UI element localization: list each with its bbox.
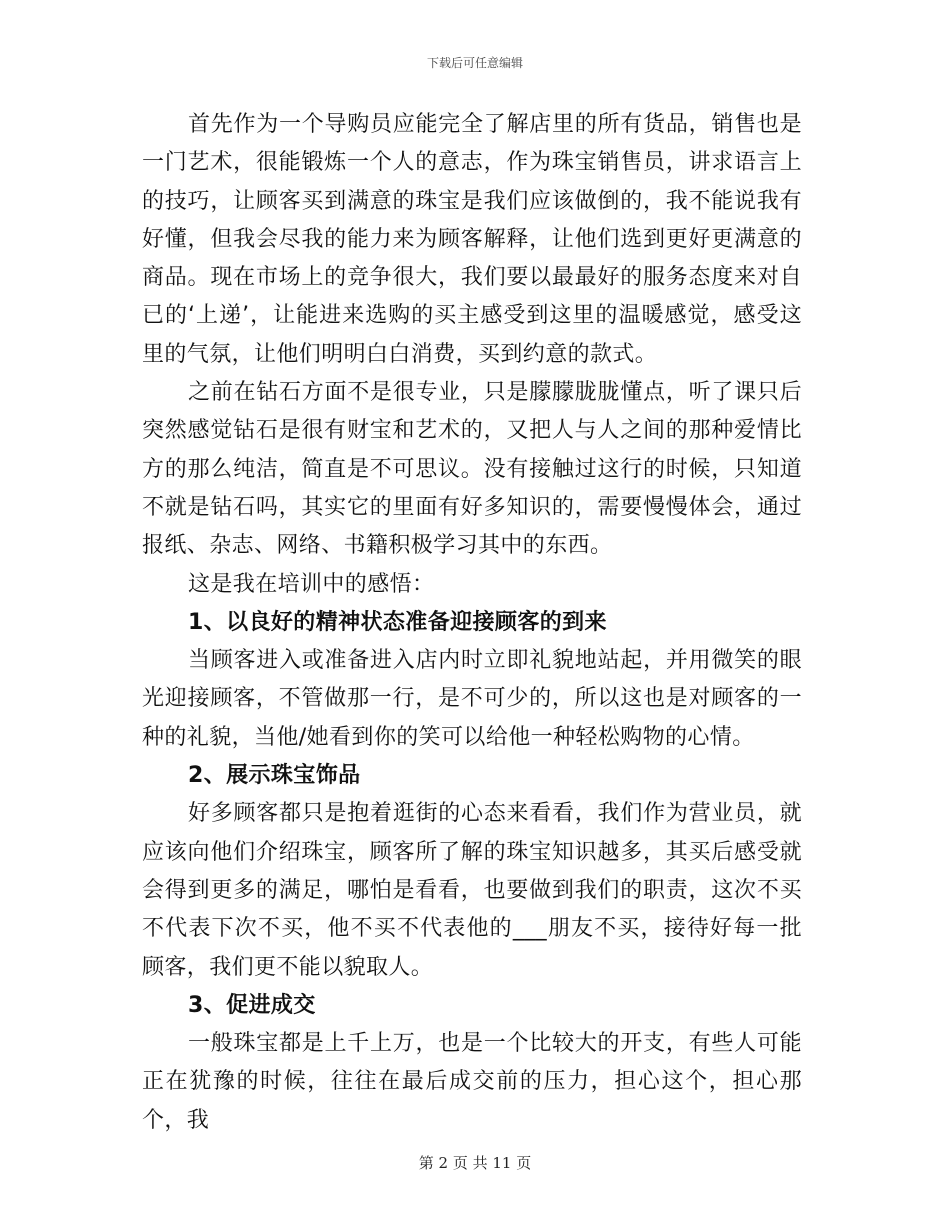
document-body (142, 106, 802, 1140)
page-header-note: 下载后可任意编辑 (426, 56, 523, 70)
section-heading-2: 2、展示珠宝饰品 (188, 763, 361, 789)
paragraph-diamond: 之前在钻石方面不是很专业，只是朦朦胧胧懂点，听了课只后突然感觉钻石是很有财宝和艺术的，又把人与人之间的那种爱情比方的那么纯洁，简直是不可思议。没有接触过这行的时候，只知道不就是钻石吗，其实它的里面有好多知识的，需要慢慢体会，通过报纸、杂志、网络、书籍积极学习其中的东西。 (142, 380, 802, 559)
section-heading-3: 3、促进成交 (188, 992, 316, 1018)
paragraph-intro: 首先作为一个导购员应能完全了解店里的所有货品，销售也是一门艺术，很能锻炼一个人的意志，作为珠宝销售员，讲求语言上的技巧，让顾客买到满意的珠宝是我们应该做倒的，我不能说我有好懂，但我会尽我的能力来为顾客解释，让他们选到更好更满意的商品。现在市场上的竞争很大，我们要以最最好的服务态度来对自已的‘上递’，让能进来选购的买主感受到这里的温暖感觉，感受这里的气氛，让他们明明白白消费，买到约意的款式。 (142, 112, 802, 367)
paragraph-closing: 一般珠宝都是上千上万，也是一个比较大的开支，有些人可能正在犹豫的时候，往往在最后成交前的压力，担心这个，担心那个，我 (142, 1031, 802, 1133)
paragraph-display: 好多顾客都只是抱着逛街的心态来看看，我们作为营业员，就应该向他们介绍珠宝，顾客所了解的珠宝知识越多，其买后感受就会得到更多的满足，哪怕是看看，也要做到我们的职责，这次不买不代表下次不买，他不买不代表他的___朋友不买，接待好每一批顾客，我们更不能以貌取人。 (142, 801, 802, 980)
section-heading-1: 1、以良好的精神状态准备迎接顾客的到来 (188, 609, 607, 635)
page-number: 第 2 页 共 11 页 (418, 1154, 532, 1172)
paragraph-greeting: 当顾客进入或准备进入店内时立即礼貌地站起，并用微笑的眼光迎接顾客，不管做那一行，是不可少的，所以这也是对顾客的一种的礼貌，当他/她看到你的笑可以给他一种轻松购物的心情。 (142, 648, 802, 750)
paragraph-insight-intro: 这是我在培训中的感悟： (188, 571, 435, 597)
